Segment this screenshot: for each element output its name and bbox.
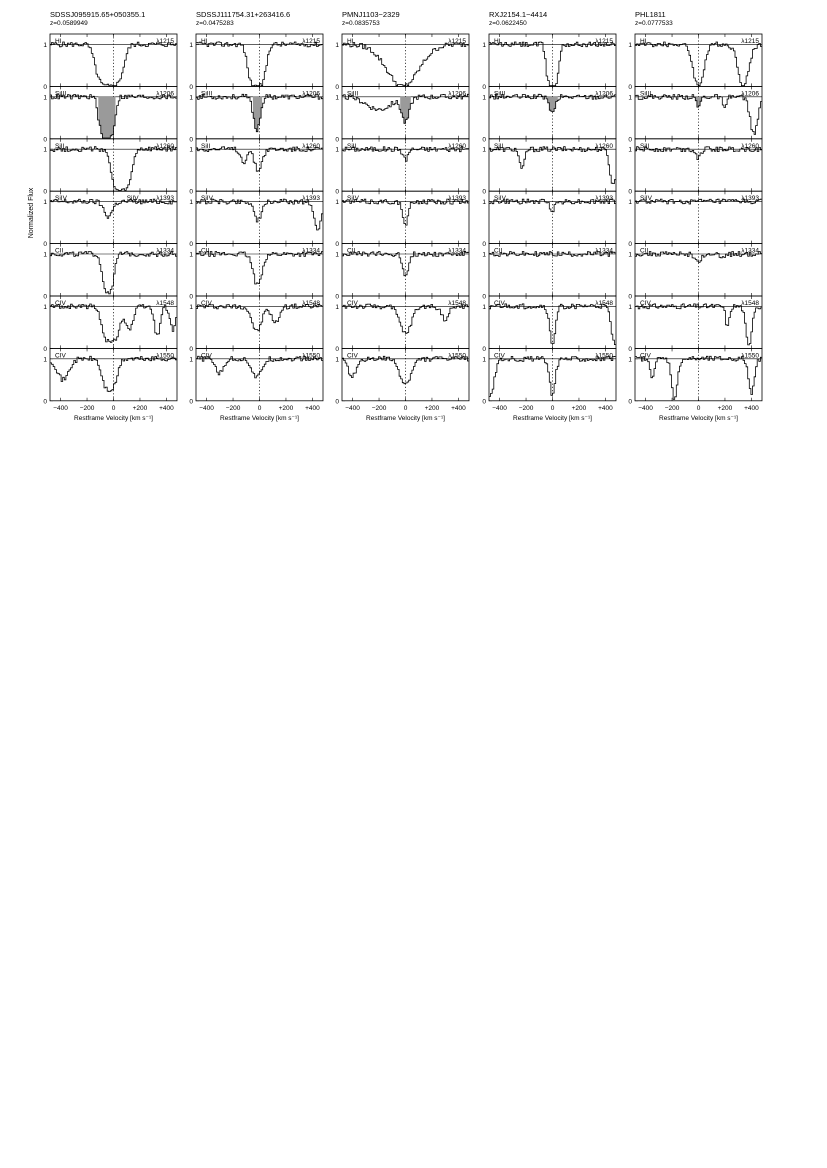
y-tick-label: 0 [482,83,486,91]
spectrum-row [43,188,177,249]
wavelength-label: λ1548 [595,300,613,307]
ion-label: CIV [494,352,505,360]
y-tick-label: 0 [335,241,339,249]
x-tick-label: +400 [451,404,466,412]
ion-label: CII [494,247,503,255]
panel-title: SDSSJ111754.31+263416.6 [196,10,291,19]
y-tick-label: 0 [628,345,632,353]
y-tick-label: 1 [335,356,339,364]
y-tick-label: 1 [335,41,339,49]
y-tick-label: 0 [335,83,339,91]
spectrum-row [335,345,469,406]
y-tick-label: 0 [628,293,632,301]
spectrum-row [43,345,177,406]
wavelength-label: λ1334 [156,247,174,255]
y-tick-label: 0 [628,83,632,91]
y-tick-label: 0 [335,136,339,144]
spectrum-row [43,293,177,353]
ion-label: SiIII [347,90,359,98]
wavelength-label: λ1215 [156,38,174,45]
y-tick-label: 1 [189,251,193,259]
panel-title: RXJ2154.1−4414 [489,10,548,19]
y-tick-label: 1 [628,199,632,207]
wavelength-label: λ1393 [302,195,320,203]
spectrum-row [628,34,762,91]
ion-label: SiII [640,142,650,150]
x-tick-label: 0 [257,404,262,412]
wavelength-label: λ1393 [595,195,613,203]
panel-redshift: z=0.0777533 [635,20,673,27]
spectrum-row [628,244,762,301]
wavelength-label: λ1260 [302,142,320,150]
x-tick-label: −200 [79,404,95,412]
y-tick-label: 1 [43,41,47,49]
x-tick-label: +200 [132,404,148,412]
wavelength-label: λ1393 [448,195,466,203]
y-tick-label: 1 [628,251,632,259]
wavelength-label: λ1215 [448,38,466,45]
ion-label: CIV [640,300,651,307]
spectrum-row [43,139,177,196]
y-tick-label: 1 [482,356,486,364]
y-tick-label: 0 [189,241,193,249]
y-tick-label: 0 [335,398,339,406]
x-tick-label: +400 [305,404,320,412]
panel-title: PMNJ1103−2329 [342,10,400,19]
spectra-panels [43,10,762,422]
wavelength-label: λ1548 [156,300,174,307]
spectrum-line [342,199,469,225]
y-tick-label: 1 [189,94,193,102]
y-tick-label: 0 [189,398,193,406]
y-tick-label: 0 [189,188,193,196]
x-tick-label: −200 [371,404,387,412]
spectrum-row [482,139,616,196]
spectrum-row [43,244,177,301]
wavelength-label: λ1260 [741,142,759,150]
y-tick-label: 1 [43,251,47,259]
x-axis-label: Restframe Velocity [km s⁻¹] [74,414,153,422]
ion-label: SiIV [347,195,359,203]
ion-label: SiIII [494,90,506,98]
spectrum-row [189,83,323,144]
x-tick-label: 0 [550,404,555,412]
y-tick-label: 1 [335,146,339,154]
panel-3 [335,10,469,422]
x-tick-label: +200 [278,404,294,412]
spectrum-row [335,244,469,301]
wavelength-label: λ1206 [741,90,759,98]
wavelength-label: λ1334 [741,247,759,255]
y-tick-label: 1 [43,199,47,207]
ion-label: CIV [55,300,66,307]
panel-redshift: z=0.0835753 [342,20,380,27]
ion-label: HI [55,38,62,45]
y-tick-label: 1 [628,146,632,154]
ion-label: CII [55,247,64,255]
y-tick-label: 1 [335,94,339,102]
ion-label: SiII [494,142,504,150]
panel-5 [628,10,762,422]
panel-title: PHL1811 [635,10,666,19]
ion-label: CII [201,247,210,255]
wavelength-label: λ1550 [302,352,320,360]
wavelength-label: λ1206 [448,90,466,98]
spectrum-row [335,34,469,91]
wavelength-label: λ1334 [302,247,320,255]
spectrum-row [335,139,469,196]
spectrum-row [628,188,762,249]
ion-label: HI [347,38,354,45]
ion-label: SiIII [201,90,213,98]
y-tick-label: 0 [628,136,632,144]
y-tick-label: 1 [43,356,47,364]
x-tick-label: +200 [424,404,440,412]
x-tick-label: −400 [638,404,653,412]
y-tick-label: 0 [482,345,486,353]
ion-label-secondary: SiIV [126,195,139,203]
y-tick-label: 1 [43,146,47,154]
ion-label: SiIV [55,195,67,203]
wavelength-label: λ1215 [741,38,759,45]
panel-2 [189,10,323,422]
spectrum-line [196,252,323,285]
wavelength-label: λ1550 [156,352,174,360]
y-tick-label: 0 [43,345,47,353]
spectrum-row [335,188,469,249]
wavelength-label: λ1215 [595,38,613,45]
x-tick-label: +400 [159,404,174,412]
wavelength-label: λ1548 [741,300,759,307]
x-tick-label: −400 [199,404,214,412]
spectrum-row [482,83,616,144]
absorption-shade [547,97,558,112]
y-tick-label: 1 [189,199,193,207]
y-tick-label: 1 [189,356,193,364]
x-tick-label: −200 [225,404,241,412]
y-tick-label: 0 [43,188,47,196]
spectrum-row [482,244,616,301]
wavelength-label: λ1206 [156,90,174,98]
y-tick-label: 0 [189,345,193,353]
panel-title: SDSSJ095915.65+050355.1 [50,10,146,19]
ion-label: CIV [201,300,212,307]
ion-label: CIV [201,352,212,360]
wavelength-label: λ1334 [448,247,466,255]
panel-redshift: z=0.0589949 [50,20,88,27]
x-tick-label: −400 [53,404,68,412]
y-tick-label: 0 [43,293,47,301]
wavelength-label: λ1334 [595,247,613,255]
x-tick-label: −200 [664,404,680,412]
x-tick-label: −200 [518,404,534,412]
x-tick-label: −400 [492,404,507,412]
y-tick-label: 1 [628,94,632,102]
y-tick-label: 0 [482,293,486,301]
y-tick-label: 1 [628,41,632,49]
y-tick-label: 0 [43,136,47,144]
x-axis-label: Restframe Velocity [km s⁻¹] [513,414,592,422]
wavelength-label: λ1393 [741,195,759,203]
spectrum-row [628,345,762,406]
x-axis-label: Restframe Velocity [km s⁻¹] [366,414,445,422]
wavelength-label: λ1548 [302,300,320,307]
x-tick-label: +200 [717,404,733,412]
y-tick-label: 0 [335,188,339,196]
ion-label: SiII [201,142,211,150]
spectrum-row [335,83,469,144]
ion-label: SiIV [201,195,213,203]
spectrum-row [189,293,323,353]
x-tick-label: 0 [111,404,116,412]
spectrum-line [342,356,469,383]
y-tick-label: 0 [189,83,193,91]
wavelength-label: λ1260 [595,142,613,150]
ion-label: SiIII [55,90,67,98]
spectrum-row [482,34,616,91]
y-tick-label: 0 [43,398,47,406]
y-tick-label: 0 [628,398,632,406]
y-tick-label: 1 [482,146,486,154]
y-tick-label: 0 [335,293,339,301]
spectrum-row [482,188,616,249]
wavelength-label: λ1260 [156,142,174,150]
ion-label: CIV [347,352,358,360]
spectrum-row [482,345,616,406]
y-axis-label: Normalized Flux [28,187,35,239]
ion-label: CII [640,247,649,255]
ion-label: SiIV [494,195,506,203]
y-tick-label: 0 [43,83,47,91]
ion-label: SiII [55,142,65,150]
ion-label: SiIII [640,90,652,98]
y-tick-label: 1 [189,146,193,154]
y-tick-label: 1 [43,303,47,311]
spectrum-row [335,293,469,353]
y-tick-label: 1 [189,41,193,49]
y-tick-label: 0 [482,136,486,144]
spectrum-row [189,34,323,91]
spectrum-row [628,139,762,196]
y-tick-label: 0 [335,345,339,353]
y-tick-label: 1 [335,303,339,311]
panel-1 [43,10,177,422]
y-tick-label: 0 [482,241,486,249]
y-tick-label: 0 [189,293,193,301]
y-tick-label: 1 [482,94,486,102]
y-tick-label: 0 [482,398,486,406]
y-tick-label: 1 [482,251,486,259]
spectrum-row [482,293,616,353]
spectrum-line [196,304,323,331]
x-tick-label: +400 [744,404,759,412]
y-tick-label: 1 [482,303,486,311]
ion-label: CIV [494,300,505,307]
x-tick-label: 0 [696,404,701,412]
y-tick-label: 0 [482,188,486,196]
spectrum-row [628,293,762,353]
x-axis-label: Restframe Velocity [km s⁻¹] [659,414,738,422]
wavelength-label: λ1393 [156,195,174,203]
panel-redshift: z=0.0475283 [196,20,234,27]
spectrum-row [189,188,323,249]
x-tick-label: −400 [345,404,360,412]
ion-label: CIV [347,300,358,307]
y-tick-label: 1 [482,41,486,49]
y-tick-label: 0 [628,188,632,196]
ion-label: HI [640,38,647,45]
panel-4 [482,10,616,422]
x-tick-label: +200 [571,404,587,412]
ion-label: SiII [347,142,357,150]
y-tick-label: 1 [335,251,339,259]
y-tick-label: 1 [482,199,486,207]
x-axis-label: Restframe Velocity [km s⁻¹] [220,414,299,422]
wavelength-label: λ1260 [448,142,466,150]
wavelength-label: λ1550 [448,352,466,360]
spectrum-row [43,34,177,91]
spectrum-row [189,139,323,196]
x-tick-label: 0 [403,404,408,412]
wavelength-label: λ1550 [741,352,759,360]
wavelength-label: λ1206 [595,90,613,98]
y-tick-label: 1 [628,356,632,364]
ion-label: HI [494,38,501,45]
wavelength-label: λ1550 [595,352,613,360]
y-tick-label: 0 [628,241,632,249]
spectrum-row [628,83,762,144]
ion-label: CIV [640,352,651,360]
y-tick-label: 1 [43,94,47,102]
ion-label: HI [201,38,208,45]
y-tick-label: 1 [628,303,632,311]
spectrum-row [43,83,177,144]
ion-label: CIV [55,352,66,360]
wavelength-label: λ1215 [302,38,320,45]
panel-redshift: z=0.0622450 [489,20,527,27]
spectrum-row [189,345,323,406]
spectrum-row [189,244,323,301]
wavelength-label: λ1206 [302,90,320,98]
y-tick-label: 0 [189,136,193,144]
y-tick-label: 1 [335,199,339,207]
x-tick-label: +400 [598,404,613,412]
wavelength-label: λ1548 [448,300,466,307]
ion-label: SiIV [640,195,652,203]
y-tick-label: 0 [43,241,47,249]
ion-label: CII [347,247,356,255]
y-tick-label: 1 [189,303,193,311]
